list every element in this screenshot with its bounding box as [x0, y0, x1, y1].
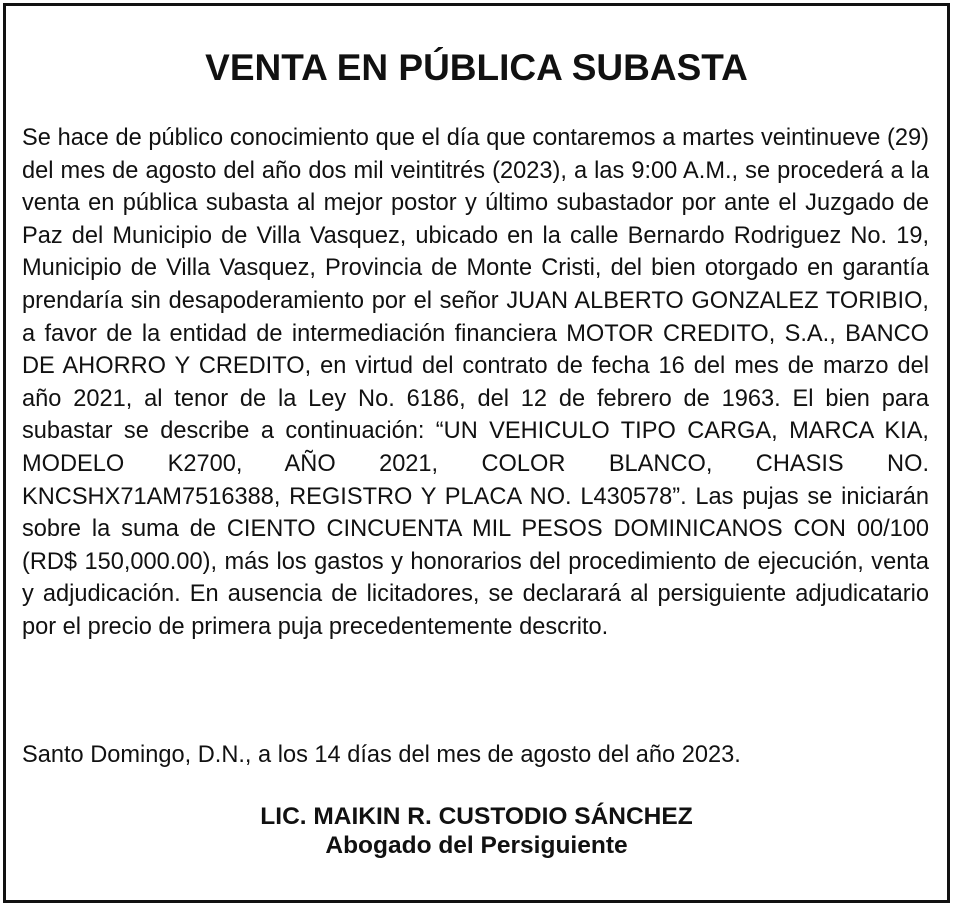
signer-name: LIC. MAIKIN R. CUSTODIO SÁNCHEZ	[260, 803, 693, 830]
signature-block	[6, 802, 947, 860]
notice-dateline: Santo Domingo, D.N., a los 14 días del mes de agosto del año 2023.	[22, 742, 741, 768]
auction-notice	[3, 3, 950, 903]
notice-body: Se hace de público conocimiento que el día que contaremos a martes veintinueve (29) del mes de agosto del año dos mil veintitrés (2023), a las 9:00 A.M., se procederá a la venta en pública subasta al mejor postor y último subastador por ante el Juzgado de Paz del Municipio de Villa Vasquez, ubicado en la calle Bernardo Rodriguez No. 19, Municipio de Villa Vasquez, Provincia de Monte Cristi, del bien otorgado en garantía prendaría sin desapoderamiento por el señor JUAN ALBERTO GONZALEZ TORIBIO, a favor de la entidad de intermediación financiera MOTOR CREDITO, S.A., BANCO DE AHORRO Y CREDITO, en virtud del contrato de fecha 16 del mes de marzo del año 2021, al tenor de la Ley No. 6186, del 12 de febrero de 1963. El bien para subastar se describe a continuación: “UN VEHICULO TIPO CARGA, MARCA KIA, MODELO K2700, AÑO 2021, COLOR BLANCO, CHASIS NO. KNCSHX71AM7516388, REGISTRO Y PLACA NO. L430578”. Las pujas se iniciarán sobre la suma de CIENTO CINCUENTA MIL PESOS DOMINICANOS CON 00/100 (RD$ 150,000.00), más los gastos y honorarios del procedimiento de ejecución, venta y adjudicación. En ausencia de licitadores, se declarará al persiguiente adjudicatario por el precio de primera puja precedentemente descrito.	[22, 125, 929, 640]
notice-title: VENTA EN PÚBLICA SUBASTA	[205, 47, 748, 88]
signer-role: Abogado del Persiguiente	[325, 832, 628, 859]
